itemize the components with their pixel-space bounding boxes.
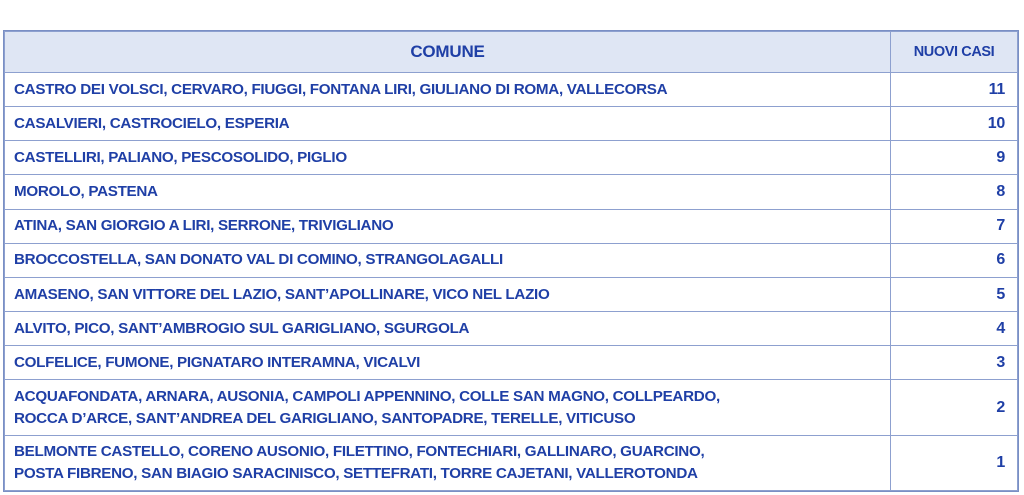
table-row	[5, 435, 1018, 490]
row-casi: 7	[891, 209, 1018, 243]
table-row	[5, 73, 1018, 107]
table-row	[5, 380, 1018, 435]
row-casi: 9	[891, 141, 1018, 175]
row-casi: 6	[891, 243, 1018, 277]
row-casi: 2	[891, 380, 1018, 435]
header-row	[5, 32, 1018, 73]
table-header	[5, 32, 1018, 73]
table-row	[5, 277, 1018, 311]
row-comuni: CASTELLIRI, PALIANO, PESCOSOLIDO, PIGLIO	[5, 141, 891, 175]
header-nuovi-casi: NUOVI CASI	[891, 32, 1018, 73]
table-row	[5, 209, 1018, 243]
row-comuni: AMASENO, SAN VITTORE DEL LAZIO, SANT’APOLLINARE, VICO NEL LAZIO	[5, 277, 891, 311]
row-casi: 4	[891, 312, 1018, 346]
table-row	[5, 175, 1018, 209]
row-comuni: BELMONTE CASTELLO, CORENO AUSONIO, FILETTINO, FONTECHIARI, GALLINARO, GUARCINO, POSTA FIBRENO, SAN BIAGIO SARACINISCO, SETTEFRATI, TORRE CAJETANI, VALLEROTONDA	[5, 435, 891, 490]
cases-table-container	[3, 30, 1019, 492]
row-comuni: COLFELICE, FUMONE, PIGNATARO INTERAMNA, VICALVI	[5, 346, 891, 380]
row-casi: 11	[891, 73, 1018, 107]
header-comune: COMUNE	[5, 32, 891, 73]
row-comuni: BROCCOSTELLA, SAN DONATO VAL DI COMINO, STRANGOLAGALLI	[5, 243, 891, 277]
row-comuni: ACQUAFONDATA, ARNARA, AUSONIA, CAMPOLI APPENNINO, COLLE SAN MAGNO, COLLPEARDO, ROCCA D’ARCE, SANT’ANDREA DEL GARIGLIANO, SANTOPADRE, TERELLE, VITICUSO	[5, 380, 891, 435]
row-comuni: ALVITO, PICO, SANT’AMBROGIO SUL GARIGLIANO, SGURGOLA	[5, 312, 891, 346]
table-row	[5, 312, 1018, 346]
cases-table	[4, 31, 1018, 491]
table-body	[5, 73, 1018, 491]
table-row	[5, 243, 1018, 277]
row-comuni: CASALVIERI, CASTROCIELO, ESPERIA	[5, 107, 891, 141]
row-comuni: MOROLO, PASTENA	[5, 175, 891, 209]
row-casi: 1	[891, 435, 1018, 490]
row-casi: 8	[891, 175, 1018, 209]
row-comuni: CASTRO DEI VOLSCI, CERVARO, FIUGGI, FONTANA LIRI, GIULIANO DI ROMA, VALLECORSA	[5, 73, 891, 107]
row-casi: 10	[891, 107, 1018, 141]
table-row	[5, 141, 1018, 175]
table-row	[5, 346, 1018, 380]
row-casi: 5	[891, 277, 1018, 311]
row-casi: 3	[891, 346, 1018, 380]
row-comuni: ATINA, SAN GIORGIO A LIRI, SERRONE, TRIVIGLIANO	[5, 209, 891, 243]
table-row	[5, 107, 1018, 141]
